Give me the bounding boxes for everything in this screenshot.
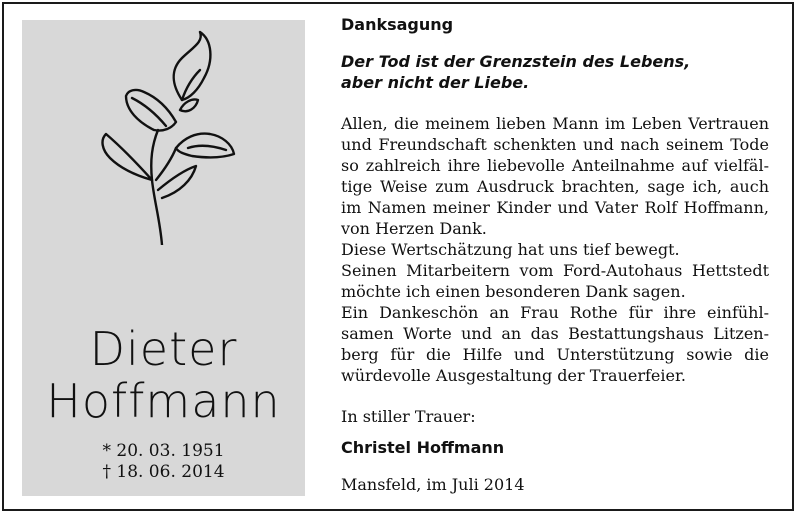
birth-date: * 20. 03. 1951: [102, 441, 225, 461]
body-line: Ein Dankeschön an Frau Rothe für ihre einfühl-: [341, 303, 769, 322]
body-line: samen Worte und an das Bestattungshaus Litzen-: [341, 324, 769, 343]
body-line: tige Weise zum Ausdruck brachten, sage ich, auch: [341, 177, 769, 196]
notice-heading: Danksagung: [341, 15, 454, 34]
body-line: Diese Wertschätzung hat uns tief bewegt.: [341, 240, 680, 259]
body-line: Allen, die meinem lieben Mann im Leben Vertrauen: [341, 114, 769, 133]
death-date: † 18. 06. 2014: [102, 462, 225, 482]
body-line: berg für die Hilfe und Unterstützung sowie die: [341, 345, 769, 364]
memorial-panel: [22, 20, 305, 496]
deceased-last-name: Hoffmann: [46, 374, 281, 428]
body-line: von Herzen Dank.: [341, 219, 487, 238]
thank-you-text: [341, 14, 769, 495]
body-line: möchte ich einen besonderen Dank sagen.: [341, 282, 686, 301]
quote-line: aber nicht der Liebe.: [341, 73, 530, 92]
body-line: so zahlreich ihre liebevolle Anteilnahme auf vielfäl-: [341, 156, 769, 175]
body-line: würdevolle Ausgestaltung der Trauerfeier.: [341, 366, 686, 385]
body-line: im Namen meiner Kinder und Vater Rolf Hoffmann,: [341, 198, 769, 217]
body-line: Seinen Mitarbeitern vom Ford-Autohaus Hettstedt: [341, 261, 769, 280]
notice-quote: [341, 51, 769, 93]
deceased-first-name: Dieter: [89, 322, 238, 376]
body-line: und Freundschaft schenkten und nach seinem Tode: [341, 135, 769, 154]
calla-lily-illustration: [92, 30, 242, 245]
quote-line: Der Tod ist der Grenzstein des Lebens,: [341, 52, 691, 71]
place-and-date: Mansfeld, im Juli 2014: [341, 475, 525, 494]
notice-body: [341, 113, 769, 386]
closing-phrase: In stiller Trauer:: [341, 407, 476, 426]
signer-name: Christel Hoffmann: [341, 438, 505, 457]
